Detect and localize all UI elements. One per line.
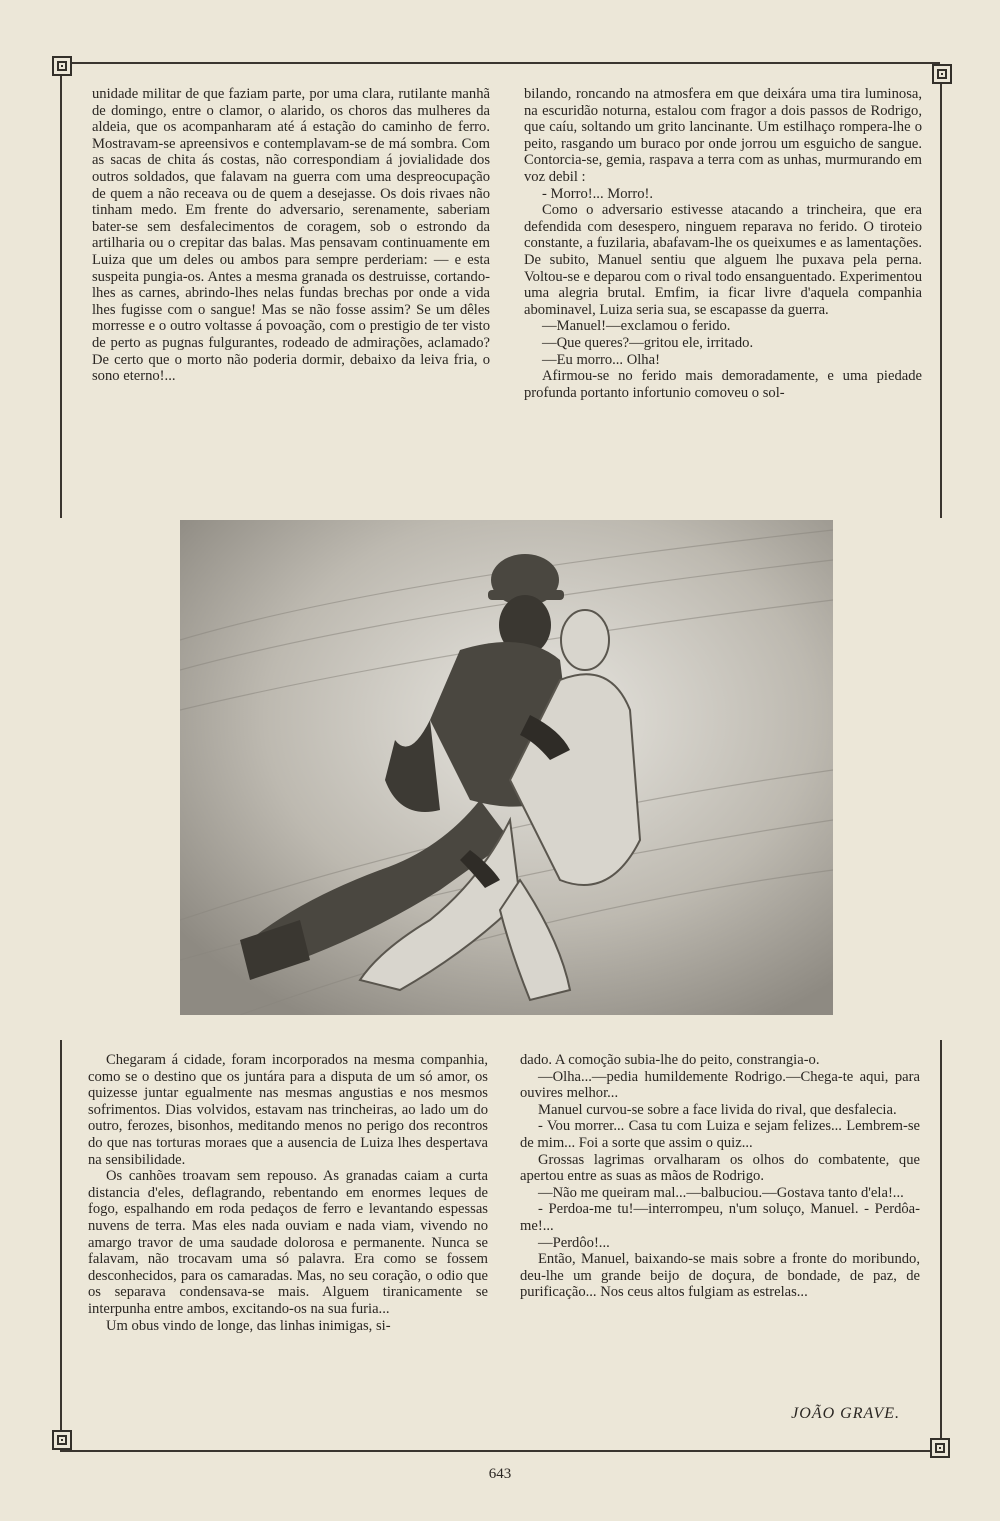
corner-ornament-icon — [932, 64, 952, 84]
paragraph: —Não me queiram mal...—balbuciou.—Gostava tanto d'ela!... — [538, 1184, 904, 1201]
charcoal-drawing — [180, 520, 833, 1015]
column-top-right — [524, 86, 922, 401]
page-number: 643 — [488, 1466, 512, 1482]
paragraph: —Perdôo!... — [538, 1234, 610, 1251]
paragraph: Então, Manuel, baixando-se mais sobre a fronte do moribundo, deu-lhe um grande beijo de doçura, de bondade, de paz, de purificação... Nos ceus altos fulgiam as estrelas... — [520, 1251, 920, 1301]
illustration-soldiers — [180, 520, 833, 1015]
frame-right-rule-bottom — [940, 1040, 942, 1438]
paragraph: bilando, roncando na atmosfera em que deixára uma tira luminosa, na escuridão noturna, estalou com fragor a dois passos de Rodrigo, que caíu, soltando um grito lancinante. Um estilhaço rompera-lhe o peito, rasgando um buraco por onde jorrou um esguicho de sangue. Contorcia-se, gemia, raspava a terra com as unhas, murmurando em voz debil : — [524, 86, 922, 185]
paragraph: —Que queres?—gritou ele, irritado. — [542, 334, 754, 351]
paragraph: —Olha...—pedia humildemente Rodrigo.—Chega-te aqui, para ouvires melhor... — [520, 1068, 920, 1102]
frame-left-rule-top — [60, 72, 62, 518]
corner-ornament-icon — [930, 1438, 950, 1458]
paragraph: Manuel curvou-se sobre a face livida do rival, que desfalecia. — [538, 1101, 897, 1118]
frame-bottom-rule — [60, 1450, 940, 1452]
paragraph: —Eu morro... Olha! — [542, 351, 660, 368]
paragraph: Um obus vindo de longe, das linhas inimigas, si- — [106, 1317, 391, 1334]
column-bottom-left — [88, 1052, 488, 1334]
author-signature: JOÃO GRAVE. — [791, 1405, 900, 1422]
corner-ornament-icon — [52, 1430, 72, 1450]
paragraph: Grossas lagrimas orvalharam os olhos do combatente, que apertou entre as suas as mãos de Rodrigo. — [520, 1151, 920, 1185]
paragraph: Afirmou-se no ferido mais demoradamente, e uma piedade profunda portanto infortunio comoveu o sol- — [524, 368, 922, 401]
paragraph: —Manuel!—exclamou o ferido. — [542, 318, 731, 335]
corner-ornament-icon — [52, 56, 72, 76]
paragraph: Como o adversario estivesse atacando a trincheira, que era defendida com desespero, ninguem reparava no ferido. O tiroteio constante, a fuzilaria, abafavam-lhe os queixumes e as lamentações. De subito, Manuel sentiu que alguem lhe puxava pela perna. Voltou-se e deparou com o rival todo ensanguentado. Experimentou uma alegria brutal. Emfim, ia ficar livre d'aquela companhia abominavel, Luiza seria sua, se escapasse da guerra. — [524, 202, 922, 318]
paragraph: dado. A comoção subia-lhe do peito, constrangia-o. — [520, 1052, 820, 1068]
frame-right-rule-top — [940, 72, 942, 518]
column-top-left — [92, 86, 490, 385]
paragraph: Os canhões troavam sem repouso. As granadas caiam a curta distancia d'eles, deflagrando, rebentando em enormes leques de fogo, espalhando em roda pedaços de ferro e levantando espessas nuvens de terra. Mas eles nada ouviam e nada viam, vivendo no amargo travor de uma saudade dolorosa e permanente. Nunca se falavam, não trocavam uma só palavra. Era como se fossem desconhecidos, para os camaradas. Mas, no seu coração, o odio que os separava condensava-se mais. Alguem tiranicamente se interpunha entre ambos, excitando-os na sua furia... — [88, 1168, 488, 1317]
frame-top-rule — [60, 62, 940, 64]
column-bottom-right — [520, 1052, 920, 1301]
frame-left-rule-bottom — [60, 1040, 62, 1438]
paragraph: - Vou morrer... Casa tu com Luiza e sejam felizes... Lembrem-se de mim... Foi a sorte que assim o quiz... — [520, 1118, 920, 1151]
paragraph: - Perdoa-me tu!—interrompeu, n'um soluço, Manuel. - Perdôa-me!... — [520, 1201, 920, 1234]
paragraph: unidade militar de que faziam parte, por uma clara, rutilante manhã de domingo, entre o clamor, o alarido, os choros das mulheres da aldeia, que os acompanharam até á estação do caminho de ferro. Mostravam-se apreensivos e contemplavam-se de má sombra. Com as sacas de chita ás costas, não correspondiam á jovialidade dos outros soldados, que falavam na guerra com uma despreocupação de quem a não receava ou de quem a desejasse. Os dois rivaes não tinham medo. Em frente do adversario, serenamente, saberiam bater-se sem desfalecimentos de coragem, sob o estrondo da artilharia ou o crepitar das balas. Mas pensavam continuamente em Luiza que um deles ou ambos para sempre perderiam: — e esta suspeita pungia-os. Antes a mesma granada os destruisse, cortando-lhes as carnes, abrindo-lhes nelas fundas brechas por onde a vida lhes fugisse com o sangue! Mas se não fosse assim? Se um dêles morresse e o outro voltasse á povoação, com o prestigio de ter visto de perto as pugnas fulgurantes, rodeado de admirações, aclamado? De certo que o morto não poderia dormir, debaixo da leiva fria, o sono eterno!... — [92, 86, 490, 385]
paragraph: Chegaram á cidade, foram incorporados na mesma companhia, como se o destino que os juntára para a disputa de um só amor, os quizesse juntar egualmente nas mesmas angustias e nos mesmos sofrimentos. Dias volvidos, estavam nas trincheiras, ao lado um do outro, ferozes, bisonhos, meditando menos no perigo dos recontros do que nas torturas moraes que a ausencia de Luiza lhes despertava na sensibilidade. — [88, 1052, 488, 1168]
paragraph: - Morro!... Morro!. — [542, 185, 654, 202]
